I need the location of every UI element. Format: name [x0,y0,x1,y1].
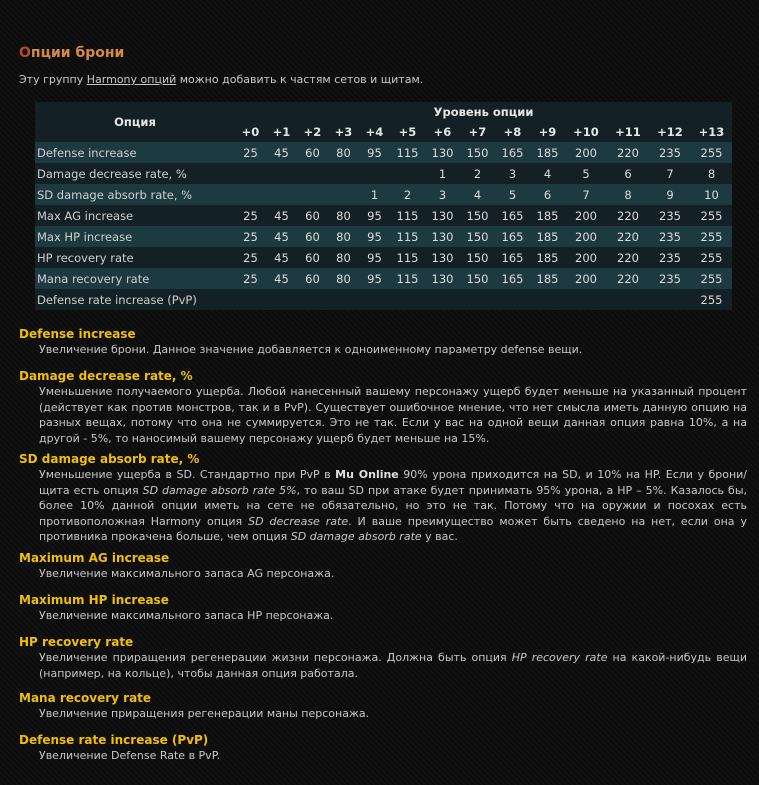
value-cell: 200 [565,226,607,247]
value-cell: 200 [565,142,607,163]
value-cell: 130 [425,247,460,268]
value-cell: 115 [390,268,425,289]
value-cell: 25 [235,226,266,247]
table-row [35,184,732,205]
value-cell [297,163,328,184]
value-cell: 80 [328,268,359,289]
value-cell [390,289,425,310]
value-cell: 220 [607,205,649,226]
desc-text [19,650,747,681]
value-cell: 220 [607,226,649,247]
desc-max-ag [19,551,747,582]
value-cell [565,289,607,310]
option-name-cell: HP recovery rate [35,247,235,268]
value-cell: 165 [495,226,530,247]
value-cell: 45 [266,142,297,163]
harmony-options-link[interactable]: Harmony опций [86,73,177,86]
value-cell [235,163,266,184]
value-cell [425,289,460,310]
value-cell: 9 [649,184,691,205]
option-name-cell: Defense rate increase (PvP) [35,289,235,310]
option-name-cell: Damage decrease rate, % [35,163,235,184]
table-body [35,142,732,310]
value-cell: 25 [235,142,266,163]
level-header-cell: +10 [565,122,607,142]
value-cell: 220 [607,142,649,163]
value-cell: 150 [460,247,495,268]
value-cell [607,289,649,310]
level-header-cell: +5 [390,122,425,142]
value-cell: 25 [235,205,266,226]
desc-damage-decrease [19,369,747,446]
value-cell: 115 [390,142,425,163]
value-cell: 6 [607,163,649,184]
value-cell: 235 [649,226,691,247]
value-cell: 115 [390,226,425,247]
value-cell: 115 [390,247,425,268]
value-cell: 150 [460,205,495,226]
desc-max-hp [19,593,747,624]
value-cell [297,184,328,205]
level-header-cell: +6 [425,122,460,142]
desc-defense-rate-pvp [19,733,747,764]
value-cell: 95 [359,268,390,289]
desc-title: Mana recovery rate [19,691,152,705]
value-cell: 95 [359,142,390,163]
value-cell [266,289,297,310]
value-cell: 8 [691,163,732,184]
value-cell: 130 [425,226,460,247]
value-cell: 255 [691,247,732,268]
intro-after: можно добавить к частям сетов и щитам. [176,73,424,86]
desc-title: Defense rate increase (PvP) [19,733,209,747]
option-name-cell: Max AG increase [35,205,235,226]
value-cell: 60 [297,205,328,226]
table-row [35,289,732,310]
value-cell [359,289,390,310]
value-cell: 80 [328,142,359,163]
table-row [35,268,732,289]
option-name-cell: SD damage absorb rate, % [35,184,235,205]
value-cell [266,163,297,184]
value-cell: 10 [691,184,732,205]
value-cell [530,289,565,310]
value-cell: 235 [649,142,691,163]
value-cell: 80 [328,205,359,226]
desc-title: Defense increase [19,327,136,341]
value-cell: 2 [390,184,425,205]
value-cell [297,289,328,310]
value-cell: 185 [530,268,565,289]
value-cell: 115 [390,205,425,226]
value-cell: 60 [297,268,328,289]
level-header-cell: +3 [328,122,359,142]
level-header-cell: +7 [460,122,495,142]
value-cell: 255 [691,142,732,163]
level-header-cell: +8 [495,122,530,142]
table-row [35,205,732,226]
desc-title: HP recovery rate [19,635,134,649]
value-cell: 255 [691,268,732,289]
option-column-header: Опция [35,102,235,142]
value-cell: 8 [607,184,649,205]
value-cell: 200 [565,247,607,268]
value-cell [390,163,425,184]
page-title [19,45,124,61]
value-cell: 165 [495,142,530,163]
option-name-cell: Max HP increase [35,226,235,247]
value-cell: 185 [530,226,565,247]
text-part: Увеличение приращения регенерации жизни персонажа. Должна быть опция [39,651,512,664]
value-cell: 200 [565,268,607,289]
desc-title: Maximum AG increase [19,551,170,565]
desc-title: Maximum HP increase [19,593,169,607]
armor-options-table [35,102,732,310]
level-header-cell: +13 [691,122,732,142]
value-cell: 220 [607,247,649,268]
table-row [35,226,732,247]
value-cell [328,289,359,310]
intro-before: Эту группу [19,73,87,86]
option-name: SD damage absorb rate 5% [142,483,297,497]
value-cell [266,184,297,205]
value-cell: 4 [530,163,565,184]
value-cell: 165 [495,247,530,268]
value-cell: 45 [266,247,297,268]
desc-mana-recovery [19,691,747,722]
value-cell: 4 [460,184,495,205]
page-title-rest: пции брони [30,45,125,61]
value-cell: 3 [425,184,460,205]
level-header-cell: +1 [266,122,297,142]
value-cell: 7 [649,163,691,184]
value-cell: 1 [425,163,460,184]
desc-text: Увеличение максимального запаса AG персонажа. [39,567,335,580]
desc-text: Увеличение приращения регенерации маны персонажа. [39,707,370,720]
desc-hp-recovery [19,635,747,681]
value-cell: 255 [691,226,732,247]
value-cell [649,289,691,310]
page-title-first-letter: О [19,45,31,61]
value-cell: 5 [565,163,607,184]
value-cell: 150 [460,226,495,247]
value-cell: 185 [530,205,565,226]
table-row [35,142,732,163]
value-cell: 235 [649,205,691,226]
desc-title: SD damage absorb rate, % [19,452,200,466]
level-header-cell: +11 [607,122,649,142]
desc-defense-increase [19,327,747,358]
level-header-cell: +0 [235,122,266,142]
level-header-cell: +2 [297,122,328,142]
value-cell: 80 [328,247,359,268]
value-cell: 200 [565,205,607,226]
option-name: HP recovery rate [511,651,608,664]
value-cell [495,289,530,310]
value-cell: 185 [530,142,565,163]
option-name: SD decrease rate [248,514,349,528]
value-cell [328,184,359,205]
value-cell: 165 [495,205,530,226]
value-cell [460,289,495,310]
value-cell: 60 [297,247,328,268]
game-name: Mu Online [335,468,399,481]
desc-text: Увеличение Defense Rate в PvP. [39,749,221,762]
table-row [35,247,732,268]
option-name-cell: Defense increase [35,142,235,163]
value-cell: 150 [460,142,495,163]
value-cell: 25 [235,268,266,289]
value-cell: 6 [530,184,565,205]
value-cell: 235 [649,247,691,268]
value-cell: 5 [495,184,530,205]
value-cell: 45 [266,268,297,289]
value-cell: 220 [607,268,649,289]
text-part: , то ваш SD при атаке будет принимать 95% урона, а HP – 5%. Казалось бы, более 10% данной опции иметь на сете не обязательно, но это не так. Потому что на оружии и посохах есть противоположная Harmony опция [39,483,748,528]
value-cell [359,163,390,184]
value-cell: 2 [460,163,495,184]
option-name-cell: Mana recovery rate [35,268,235,289]
value-cell: 7 [565,184,607,205]
value-cell: 150 [460,268,495,289]
value-cell: 130 [425,205,460,226]
text-part: Уменьшение ущерба в SD. Стандартно при PvP в [39,468,336,481]
value-cell: 45 [266,205,297,226]
value-cell: 165 [495,268,530,289]
desc-text: Увеличение максимального запаса HP персонажа. [39,609,334,622]
value-cell: 95 [359,205,390,226]
desc-sd-absorb [19,452,747,545]
value-cell: 80 [328,226,359,247]
value-cell [235,184,266,205]
value-cell: 255 [691,205,732,226]
level-header-cell: +4 [359,122,390,142]
desc-text: Увеличение брони. Данное значение добавляется к одноименному параметру defense вещи. [39,343,583,356]
value-cell: 25 [235,247,266,268]
value-cell: 235 [649,268,691,289]
value-cell: 45 [266,226,297,247]
text-part: на какой-нибудь вещи (например, на кольце), чтобы данная опция работала. [39,651,747,680]
value-cell: 130 [425,268,460,289]
text-part: 90% урона приходится на SD, и 10% на HP. Если у брони/щита есть опция [39,468,747,497]
value-cell: 60 [297,226,328,247]
value-cell [235,289,266,310]
desc-text: Уменьшение получаемого ущерба. Любой нанесенный вашему персонажу ущерб будет меньше на указанный процент (действует как против монстров, так и в PvP). Существует ошибочное мнение, что нет смысла иметь данную опцию на разных вещах, потому что она не суммируется. Это не так. Если у вас на одной вещи данная опция равна 10%, а на другой - 5%, то наносимый вашему персонажу ущерб будет меньше на 15%. [39,385,747,445]
text-part: . И ваше преимущество может быть сведено на нет, если она у противника прокачена больше, чем опция [39,514,747,544]
value-cell: 3 [495,163,530,184]
value-cell: 185 [530,247,565,268]
value-cell: 60 [297,142,328,163]
level-header-cell: +12 [649,122,691,142]
intro-text [19,73,423,86]
value-cell: 95 [359,247,390,268]
desc-text [19,467,747,545]
desc-title: Damage decrease rate, % [19,369,193,383]
option-name: SD damage absorb rate [290,530,422,544]
value-cell [328,163,359,184]
level-column-header: Уровень опции [235,102,732,122]
text-part: у вас. [421,530,458,544]
level-header-cell: +9 [530,122,565,142]
value-cell: 130 [425,142,460,163]
value-cell: 255 [691,289,732,310]
table-row [35,163,732,184]
value-cell: 1 [359,184,390,205]
value-cell: 95 [359,226,390,247]
